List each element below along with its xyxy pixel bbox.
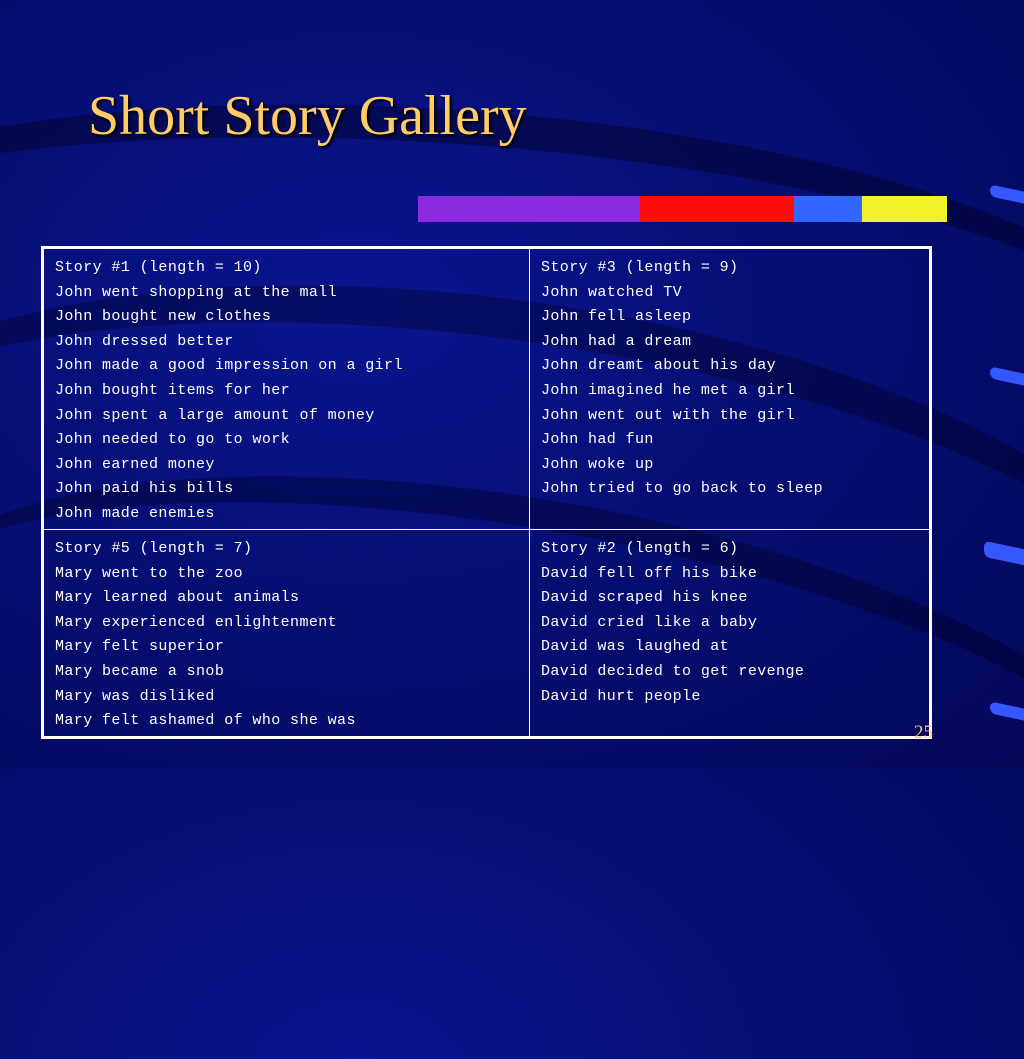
story-line: John bought items for her — [55, 381, 291, 399]
story-line: John went out with the girl — [541, 406, 795, 424]
story-line: John watched TV — [541, 283, 683, 301]
story-line: John paid his bills — [55, 480, 234, 498]
edge-accent-mark — [990, 184, 1024, 203]
story-heading: Story #3 (length = 9) — [541, 259, 739, 276]
accent-bar-blue — [794, 196, 862, 222]
story-heading: Story #5 (length = 7) — [55, 540, 253, 557]
story-cell-2 — [530, 530, 931, 738]
story-line: Mary felt superior — [55, 638, 225, 656]
story-line: David fell off his bike — [541, 564, 758, 582]
story-line: John had a dream — [541, 332, 692, 350]
story-line: John made enemies — [55, 504, 215, 522]
edge-accent-mark — [990, 701, 1024, 720]
story-line: John woke up — [541, 455, 654, 473]
story-gallery-table — [41, 246, 932, 739]
story-line: John went shopping at the mall — [55, 283, 338, 301]
story-line: Mary became a snob — [55, 662, 225, 680]
story-line: Mary experienced enlightenment — [55, 613, 338, 631]
story-cell-1 — [43, 248, 530, 530]
story-line: Mary was disliked — [55, 687, 215, 705]
slide-title: Short Story Gallery — [88, 85, 527, 147]
story-heading: Story #1 (length = 10) — [55, 259, 262, 276]
story-cell-5 — [43, 530, 530, 738]
story-line: David cried like a baby — [541, 613, 758, 631]
table-row — [43, 530, 931, 738]
page-number: 25 — [914, 722, 933, 743]
story-line: John spent a large amount of money — [55, 406, 375, 424]
story-line: Mary learned about animals — [55, 589, 300, 607]
story-line: John made a good impression on a girl — [55, 357, 403, 375]
story-line: John had fun — [541, 431, 654, 449]
accent-bar-red — [640, 196, 794, 222]
story-line: John bought new clothes — [55, 308, 272, 326]
edge-accent-mark — [984, 541, 1024, 566]
story-line: John imagined he met a girl — [541, 381, 795, 399]
story-line: John needed to go to work — [55, 431, 291, 449]
story-line: Mary felt ashamed of who she was — [55, 712, 356, 730]
story-line: John dressed better — [55, 332, 234, 350]
story-line: John dreamt about his day — [541, 357, 777, 375]
story-line: David hurt people — [541, 687, 701, 705]
story-line: John tried to go back to sleep — [541, 480, 824, 498]
story-heading: Story #2 (length = 6) — [541, 540, 739, 557]
story-line: John fell asleep — [541, 308, 692, 326]
story-line: David was laughed at — [541, 638, 730, 656]
edge-accent-mark — [990, 366, 1024, 385]
story-line: Mary went to the zoo — [55, 564, 244, 582]
story-cell-3 — [530, 248, 931, 530]
accent-bar-purple — [418, 196, 640, 222]
accent-bar-yellow — [862, 196, 947, 222]
story-line: John earned money — [55, 455, 215, 473]
story-line: David decided to get revenge — [541, 662, 805, 680]
story-line: David scraped his knee — [541, 589, 748, 607]
table-row — [43, 248, 931, 530]
